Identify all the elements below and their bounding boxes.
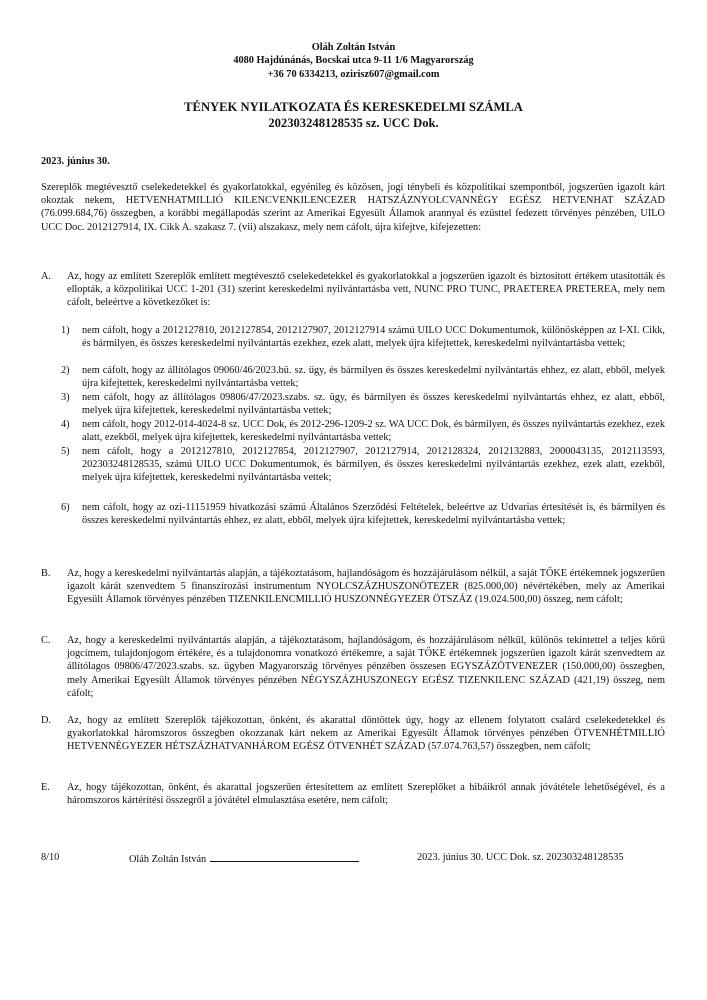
list-item-text: nem cáfolt, hogy az állítólagos 09806/47/2023.szabs. sz. ügy, és bármilyen és összes kereskedelmi nyilvántartás ehhez, ez alatt, ebből, melyek újra kifejtettek, kereskedelmi nyilvántartásba vettek; bbox=[82, 392, 665, 417]
sender-header bbox=[0, 41, 707, 81]
section-marker: A. bbox=[41, 271, 52, 282]
section-c bbox=[41, 634, 665, 700]
list-item-text: nem cáfolt, hogy az ozi-11151959 hivatkozási számú Általános Szerződési Feltételek, beleértve az Udvarias értesítését is, és bármilyen és összes kereskedelmi nyilvántartás ehhez, ez alatt, ebből, melyek újra kifejtettek, kereskedelmi nyilvántartásba vettek; bbox=[82, 502, 665, 527]
signer-name: Oláh Zoltán István bbox=[129, 854, 207, 865]
list-item-text: nem cáfolt, hogy a 2012127810, 2012127854, 2012127907, 2012127914, 2012128324, 2012132883, 2000043135, 2012113593, 202303248128535, számú UILO UCC Dokumentumok, és bármilyen, és összes kereskedelmi nyilvántartás ezekhez, ezek alatt, ezekből, melyek újra kifejtettek, kereskedelmi nyilvántartásba vettek; bbox=[82, 446, 665, 484]
sender-name: Oláh Zoltán István bbox=[311, 42, 396, 53]
list-item-text: nem cáfolt, hogy az állítólagos 09060/46/2023.bü. sz. ügy, és bármilyen és összes kereskedelmi nyilvántartás ehhez, ez alatt, ebből, melyek újra kifejtettek, kereskedelmi nyilvántartásba vettek; bbox=[82, 365, 665, 390]
section-a bbox=[41, 270, 665, 310]
section-text: Az, hogy a kereskedelmi nyilvántartás alapján, a tájékoztatásom, hajlandóságom, és hozzájárulásom nélkül, különös tekintettel a teljes körű jogcímem, tulajdonjogom értékére, és a tulajdonomra vonatkozó értékemre, a saját TŐKE értékemnek jogszerűen igazolt kárát szenvedtem az állítólagos 09806/47/2023.szabs. sz. ügyben Magyarország törvényes pénzében összesen EGYSZÁZÖTVENEZER (150.000,00) összegben, mely Amerikai Egyesült Államok törvényes pénzében NÉGYSZÁZHUSZONEGY EGÉSZ TIZENKILENC SZÁZAD (421,19) összeg, nem cáfolt; bbox=[67, 635, 665, 699]
document-date: 2023. június 30. bbox=[41, 156, 110, 167]
list-item bbox=[61, 391, 665, 417]
sender-address: 4080 Hajdúnánás, Bocskai utca 9-11 1/6 Magyarország bbox=[233, 55, 474, 67]
section-e bbox=[41, 781, 665, 807]
page-number: 8/10 bbox=[41, 852, 60, 863]
section-text: Az, hogy az említett Szereplők említett megtévesztő cselekedetekkel és gyakorlatokkal a jogszerűen igazolt és biztosított értékem utasították és ellopták, a közpolitikai UCC 1-201 (31) szerint kereskedelmi nyilvántartásba vett, NUNC PRO TUNC, PRAETEREA PRETEREA, mely nem cáfolt, beleértve a következőket is: bbox=[67, 271, 665, 309]
section-marker: C. bbox=[41, 635, 51, 646]
intro-paragraph: Szereplők megtévesztő cselekedetekkel és gyakorlatokkal, egyénileg és közösen, jogi ténybeli és közpolitikai szempontból, jogszerűen igazolt kárt okoztak nekem, HETVENHATMILLIÓ KILENCVENKILENCEZER HATSZÁZNYOLCVANNÉGY EGÉSZ HETVENHAT SZÁZAD (76.099.684,76) összegben, a korábbi megállapodás szerint az Amerikai Egyesült Államok arannyal és ezüsttel fedezett törvényes pénzében, UILO UCC Doc. 2012127914, IX. Cikk A. szakasz 7. (vii) alszakasz, mely nem cáfolt, újra kifejtve, kifejezetten: bbox=[41, 182, 665, 233]
list-item bbox=[61, 364, 665, 390]
signature-block bbox=[129, 851, 359, 866]
document-title bbox=[0, 100, 707, 131]
section-marker: B. bbox=[41, 568, 51, 579]
section-marker: E. bbox=[41, 782, 50, 793]
section-marker: D. bbox=[41, 715, 52, 726]
list-item bbox=[61, 501, 665, 527]
signature-line bbox=[210, 851, 359, 862]
list-item-number: 1) bbox=[61, 325, 70, 336]
sender-contact: +36 70 6334213, ozirisz607@gmail.com bbox=[267, 68, 440, 80]
section-b bbox=[41, 567, 665, 607]
list-item-number: 4) bbox=[61, 419, 70, 430]
section-text: Az, hogy a kereskedelmi nyilvántartás alapján, a tájékoztatásom, hajlandóságom és hozzájárulásom nélkül, a saját TŐKE értékemnek jogszerűen igazolt kárát szenvedtem 5 finanszírozási instrumentum NYOLCSZÁZHUSZONÖTEZER (825.000,00) névértékében, mely az Amerikai Egyesült Államok törvényes pénzében TIZENKILENCMILLIÓ HUSZONNÉGYEZER ÖTSZÁZ (19.024.500,00) összeg, nem cáfolt; bbox=[67, 568, 665, 606]
document-title-line2: 202303248128535 sz. UCC Dok. bbox=[268, 115, 439, 130]
list-item-text: nem cáfolt, hogy a 2012127810, 2012127854, 2012127907, 2012127914 számú UILO UCC Dokumentumok, különösképpen az I-XI. Cikk, és bármilyen, és összes kereskedelmi nyilvántartás ezekhez, ezek alatt, melyek újra kifejtettek, kereskedelmi nyilvántartásba vettek; bbox=[82, 325, 665, 350]
section-d bbox=[41, 714, 665, 754]
section-text: Az, hogy tájékozottan, önként, és akarattal jogszerűen értesítettem az említett Szereplőket a hibáikról annak jóvátétele lehetőségével, és a háromszoros kártérítési összegről a jóvátétel elmulasztása esetére, nem cáfolt; bbox=[67, 782, 665, 807]
section-text: Az, hogy az említett Szereplők tájékozottan, önként, és akarattal döntöttek úgy, hogy az ellenem folytatott csalárd cselekedetekkel és gyakorlatokkal háromszoros összegben okozzanak kárt nekem az Amerikai Egyesült Államok törvényes pénzében ÖTVENHÉTMILLIÓ HETVENNÉGYEZER HÉTSZÁZHATVANHÁROM EGÉSZ ÖTVENHÉT SZÁZAD (57.074.763,57) összegben, nem cáfolt; bbox=[67, 715, 665, 753]
document-title-line1: TÉNYEK NYILATKOZATA ÉS KERESKEDELMI SZÁMLA bbox=[184, 100, 523, 114]
list-item-number: 2) bbox=[61, 365, 70, 376]
list-item-text: nem cáfolt, hogy 2012-014-4024-8 sz. UCC Dok, és 2012-296-1209-2 sz. WA UCC Dok, és bármilyen, és összes nyilvántartás ezekhez, ezek alatt, ezekből, melyek újra kifejtettek, kereskedelmi nyilvántartásba vettek; bbox=[82, 419, 665, 444]
footer-reference: 2023. június 30. UCC Dok. sz. 202303248128535 bbox=[417, 852, 624, 863]
list-item-number: 6) bbox=[61, 502, 70, 513]
list-item bbox=[61, 324, 665, 350]
list-item-number: 5) bbox=[61, 446, 70, 457]
list-item bbox=[61, 445, 665, 485]
list-item-number: 3) bbox=[61, 392, 70, 403]
list-item bbox=[61, 418, 665, 444]
